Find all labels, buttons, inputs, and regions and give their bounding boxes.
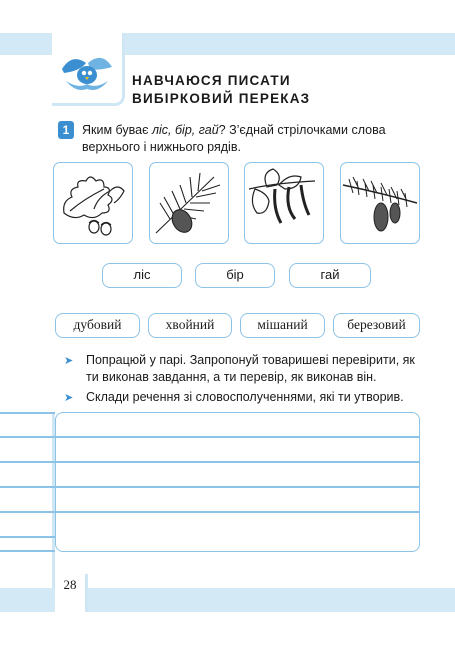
upper-word-bir[interactable]: бір xyxy=(195,263,275,288)
task-text xyxy=(82,122,422,156)
upper-word-hai[interactable]: гай xyxy=(289,263,371,288)
bullet-2-text: Склади речення зі словосполученнями, які ти утворив. xyxy=(86,390,404,404)
title-line-1: НАВЧАЮСЯ ПИСАТИ xyxy=(132,73,291,88)
writing-line xyxy=(0,536,55,538)
writing-area[interactable] xyxy=(55,412,420,552)
task-text-end: ? З’єднай стрілочками слова верхнього і нижнього рядів. xyxy=(82,123,386,154)
task-number-badge: 1 xyxy=(58,121,74,139)
writing-line xyxy=(0,461,420,463)
picture-oak xyxy=(53,162,133,244)
writing-line xyxy=(0,436,420,438)
lower-word-dubovyi[interactable]: дубовий xyxy=(55,313,140,338)
birch-leaves-icon xyxy=(245,163,323,243)
bird-mascot-icon xyxy=(58,49,116,93)
arrow-bullet-icon: ➤ xyxy=(64,392,74,404)
picture-pine xyxy=(149,162,229,244)
arrow-bullet-icon: ➤ xyxy=(64,355,74,367)
page-number: 28 xyxy=(55,574,88,612)
title-line-2: ВИБІРКОВИЙ ПЕРЕКАЗ xyxy=(132,91,311,106)
upper-word-lis[interactable]: ліс xyxy=(102,263,182,288)
bullet-1-text: Попрацюй у парі. Запропонуй товаришеві перевірити, як ти виконав завдання, а ти перевір, як виконав він. xyxy=(86,353,415,384)
writing-line xyxy=(0,511,420,513)
spruce-branch-icon xyxy=(341,163,419,243)
section-title xyxy=(132,72,310,108)
pine-branch-icon xyxy=(150,163,228,243)
picture-spruce xyxy=(340,162,420,244)
lower-word-mishanyi[interactable]: мішаний xyxy=(240,313,325,338)
lower-word-khvoinyi[interactable]: хвойний xyxy=(148,313,232,338)
logo-box xyxy=(52,33,125,106)
writing-line xyxy=(0,550,55,552)
lower-word-berezovyi[interactable]: березовий xyxy=(333,313,420,338)
task-text-start: Яким буває xyxy=(82,123,152,137)
oak-leaves-acorns-icon xyxy=(54,163,132,243)
writing-line xyxy=(0,412,55,414)
writing-line xyxy=(0,486,420,488)
task-italic-words: ліс, бір, гай xyxy=(151,123,219,137)
picture-birch xyxy=(244,162,324,244)
